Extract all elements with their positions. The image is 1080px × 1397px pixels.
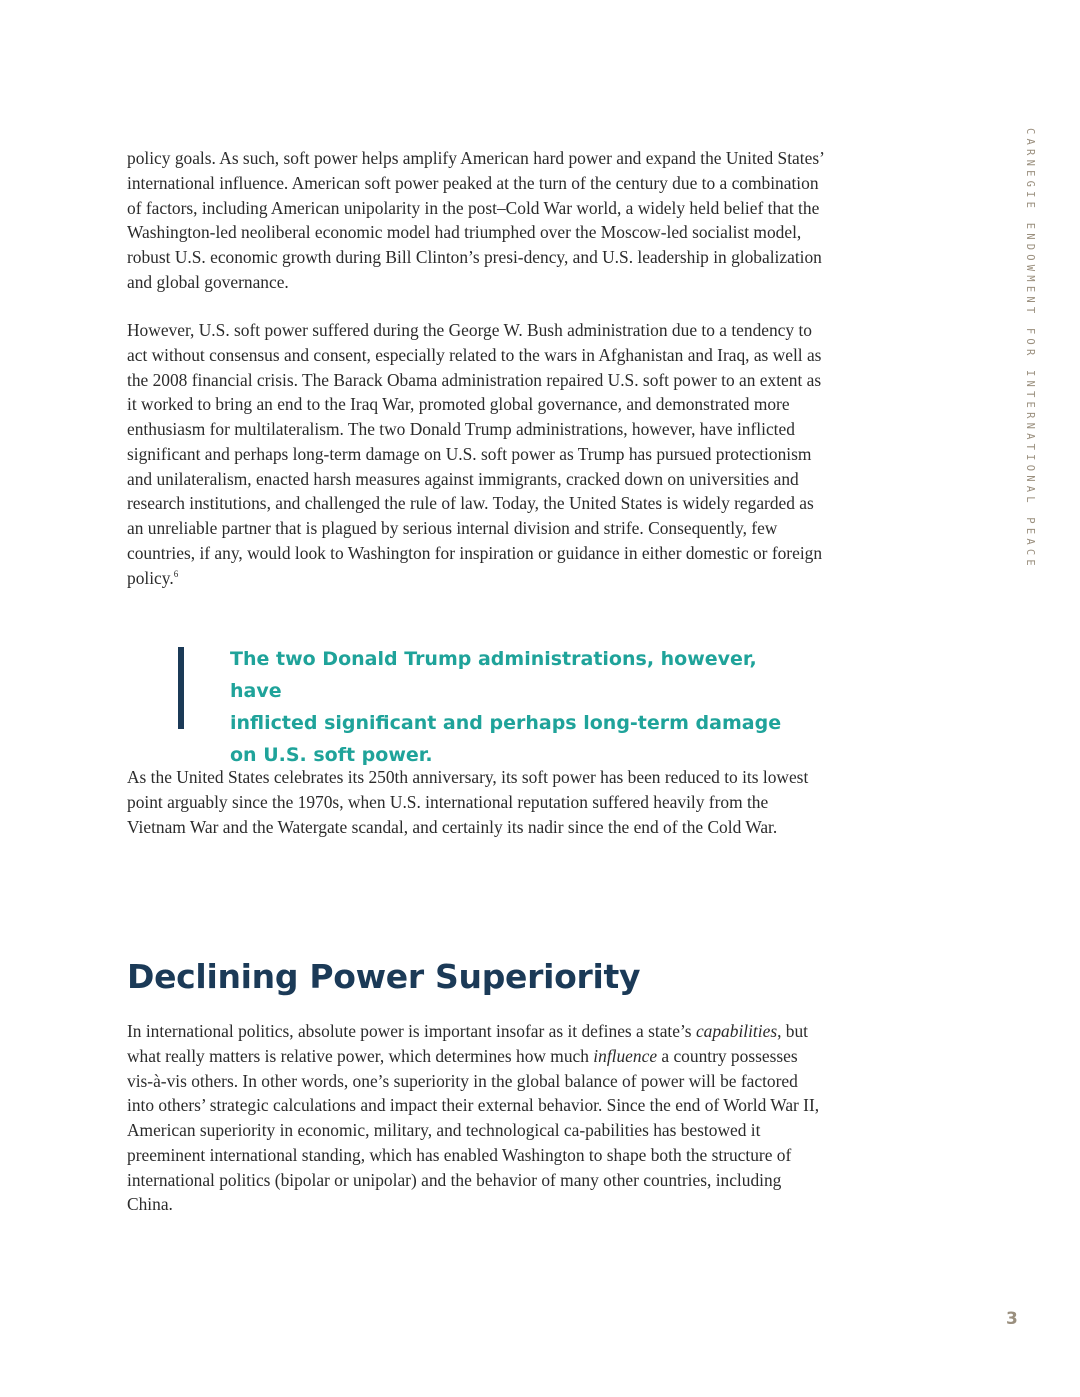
- section-heading: Declining Power Superiority: [127, 957, 641, 996]
- body-paragraph-2: [127, 318, 827, 590]
- pull-quote-line-3: on U.S. soft power.: [230, 744, 433, 766]
- body-paragraph-4-part-2: , but what really matters is relative power, which determines how much: [127, 1021, 809, 1066]
- body-paragraph-4-part-3: a country possesses vis-à-vis others. In other words, one’s superiority in the global balance of power will be factored into others’ strategic calculations and impact their external behavior. Since the end of World War II, American superiority in economic, military, and technological ca-pabilities has bestowed it preeminent international standing, which has enabled Washington to shape both the structure of international politics (bipolar or unipolar) and the behavior of many other countries, including China.: [127, 1045, 820, 1215]
- body-paragraph-3: As the United States celebrates its 250th anniversary, its soft power has been reduced to its lowest point arguably since the 1970s, when U.S. international reputation suffered heavily from the Vietnam War and the Watergate scandal, and certainly its nadir since the end of the Cold War.: [127, 767, 809, 837]
- running-header: CARNEGIE ENDOWMENT FOR INTERNATIONAL PEACE: [1024, 128, 1036, 570]
- pull-quote-line-1: The two Donald Trump administrations, however, have: [230, 648, 757, 702]
- body-paragraph-4: [127, 1019, 827, 1217]
- pull-quote-bar: [178, 647, 184, 729]
- body-paragraph-1: policy goals. As such, soft power helps amplify American hard power and expand the United States’ international influence. American soft power peaked at the turn of the century due to a combination of factors, including American unipolarity in the post–Cold War world, a widely held belief that the Washington-led neoliberal economic model had triumphed over the Moscow-led socialist model, robust U.S. economic growth during Bill Clinton’s presi-dency, and U.S. leadership in globalization and global governance.: [127, 148, 824, 292]
- pull-quote-line-2: inflicted significant and perhaps long-term damage: [230, 712, 782, 734]
- body-paragraph-2-text: However, U.S. soft power suffered during the George W. Bush administration due to a tendency to act without consensus and consent, especially related to the wars in Afghanistan and Iraq, as well as the 2008 financial crisis. The Barack Obama administration repaired U.S. soft power to an extent as it worked to bring an end to the Iraq War, promoted global governance, and demonstrated more enthusiasm for multilateralism. The two Donald Trump administrations, however, have inflicted significant and perhaps long-term damage on U.S. soft power as Trump has pursued protectionism and unilateralism, enacted harsh measures against immigrants, cracked down on universities and research institutions, and challenged the rule of law. Today, the United States is widely regarded as an unreliable partner that is plagued by serious internal division and strife. Consequently, few countries, if any, would look to Washington for inspiration or guidance in either domestic or foreign policy.: [127, 320, 823, 588]
- pull-quote: [178, 643, 798, 766]
- body-paragraph-4-part-1: In international politics, absolute power is important insofar as it defines a state’s: [127, 1021, 696, 1041]
- emphasis-influence: influence: [593, 1045, 658, 1066]
- footnote-reference[interactable]: 6: [173, 568, 179, 579]
- emphasis-capabilities: capabilities: [695, 1021, 778, 1041]
- pull-quote-text: [230, 643, 790, 771]
- page-number: 3: [1006, 1309, 1018, 1329]
